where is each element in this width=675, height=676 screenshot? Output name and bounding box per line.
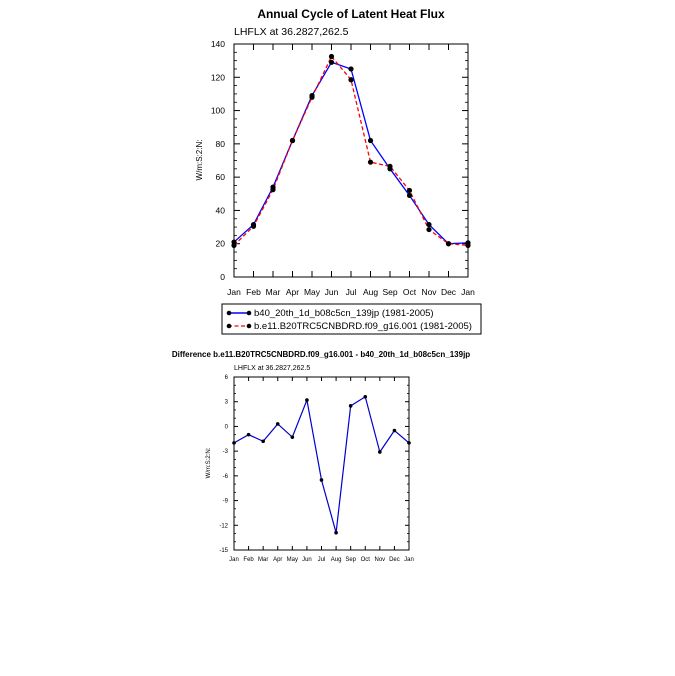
chart2-subtitle: LHFLX at 36.2827,262.5 — [234, 365, 311, 372]
y-tick-label: -6 — [222, 473, 228, 480]
legend-label-series-b: b.e11.B20TRC5CNBDRD.f09_g16.001 (1981-2005) — [254, 321, 472, 332]
y-tick-label: 6 — [224, 375, 228, 381]
data-point-series-1 — [276, 422, 280, 426]
data-point-series-1 — [407, 193, 412, 198]
y-tick-label: 140 — [210, 39, 225, 49]
chart2-ticks — [219, 375, 414, 563]
legend-entry-series-a — [227, 308, 434, 319]
data-point-series-2 — [368, 160, 373, 165]
x-tick-label: Aug — [330, 557, 342, 563]
x-tick-label: Jan — [404, 557, 414, 563]
series-line-1 — [234, 62, 468, 243]
x-tick-label: Aug — [362, 287, 379, 297]
x-tick-label: Oct — [402, 287, 417, 297]
x-tick-label: Dec — [389, 557, 400, 563]
data-point-series-1 — [393, 429, 397, 433]
data-point-series-2 — [446, 241, 451, 246]
data-point-series-2 — [329, 54, 334, 59]
series-line-1 — [234, 397, 409, 533]
chart2-title: Difference b.e11.B20TRC5CNBDRD.f09_g16.001 - b40_20th_1d_b08c5cn_139jp — [171, 350, 471, 359]
data-point-series-2 — [407, 188, 412, 193]
x-tick-label: Mar — [265, 287, 281, 297]
data-point-series-2 — [290, 138, 295, 143]
data-point-series-1 — [232, 441, 236, 445]
data-point-series-1 — [261, 439, 265, 443]
x-tick-label: Sep — [382, 287, 398, 297]
data-point-series-2 — [251, 224, 256, 229]
data-point-series-2 — [231, 243, 236, 248]
data-point-series-1 — [368, 138, 373, 143]
data-point-series-2 — [348, 77, 353, 82]
legend-marker-series-b — [247, 324, 252, 329]
x-tick-label: Feb — [243, 557, 254, 563]
data-point-series-1 — [363, 395, 367, 399]
legend-entry-series-b — [227, 321, 472, 332]
data-point-series-1 — [334, 531, 338, 535]
x-tick-label: Oct — [360, 557, 370, 563]
chart1-title: Annual Cycle of Latent Heat Flux — [257, 7, 445, 21]
data-point-series-1 — [247, 433, 251, 437]
x-tick-label: Jan — [227, 287, 241, 297]
chart2-series — [232, 395, 411, 535]
y-tick-label: -15 — [219, 548, 228, 554]
data-point-series-2 — [426, 227, 431, 232]
data-point-series-1 — [349, 404, 353, 408]
x-tick-label: May — [303, 287, 321, 297]
y-tick-label: -3 — [222, 449, 228, 456]
y-tick-label: -9 — [222, 498, 228, 505]
data-point-series-1 — [305, 398, 309, 402]
y-tick-label: 60 — [215, 172, 225, 183]
series-line-2 — [234, 56, 468, 245]
y-tick-label: 0 — [224, 424, 228, 431]
chart2-plot-frame — [234, 377, 409, 550]
x-tick-label: May — [286, 557, 299, 563]
legend-marker-series-b — [227, 324, 232, 329]
x-tick-label: Jan — [461, 287, 475, 297]
data-point-series-2 — [309, 95, 314, 100]
y-tick-label: 0 — [220, 272, 225, 282]
x-tick-label: Nov — [374, 557, 386, 563]
x-tick-label: Sep — [345, 557, 357, 563]
data-point-series-1 — [407, 441, 411, 445]
legend-label-series-a: b40_20th_1d_b08c5cn_139jp (1981-2005) — [254, 308, 434, 319]
x-tick-label: Mar — [257, 557, 269, 563]
y-tick-label: 3 — [224, 399, 228, 406]
x-tick-label: Jun — [324, 287, 339, 297]
x-tick-label: Jul — [345, 287, 357, 297]
x-tick-label: Feb — [246, 287, 261, 297]
y-tick-label: 40 — [215, 205, 225, 216]
data-point-series-1 — [320, 478, 324, 482]
x-tick-label: Apr — [285, 287, 300, 297]
y-tick-label: 20 — [215, 238, 225, 249]
data-point-series-1 — [348, 66, 353, 71]
y-tick-label: -12 — [219, 523, 228, 530]
data-point-series-2 — [270, 187, 275, 192]
chart1-ylabel: W/m:S:2:N: — [195, 139, 204, 181]
data-point-series-2 — [465, 243, 470, 248]
data-point-series-2 — [387, 164, 392, 169]
data-point-series-1 — [329, 60, 334, 65]
y-tick-label: 120 — [210, 72, 225, 83]
legend-marker-series-a — [227, 311, 232, 316]
x-tick-label: Dec — [440, 287, 457, 297]
chart1-ticks — [211, 39, 475, 297]
x-tick-label: Nov — [421, 287, 437, 297]
chart2-ylabel: W/m:S:2:N: — [206, 447, 212, 479]
y-tick-label: 80 — [215, 138, 225, 149]
x-tick-label: Jun — [302, 557, 312, 563]
chart1-series — [231, 54, 470, 248]
x-tick-label: Apr — [273, 557, 283, 563]
legend-marker-series-a — [247, 311, 252, 316]
chart1-subtitle: LHFLX at 36.2827,262.5 — [234, 26, 349, 38]
data-point-series-1 — [378, 450, 382, 454]
x-tick-label: Jul — [317, 557, 326, 563]
data-point-series-1 — [291, 435, 295, 439]
y-tick-label: 100 — [210, 105, 225, 116]
data-point-series-1 — [426, 222, 431, 227]
x-tick-label: Jan — [229, 557, 239, 563]
